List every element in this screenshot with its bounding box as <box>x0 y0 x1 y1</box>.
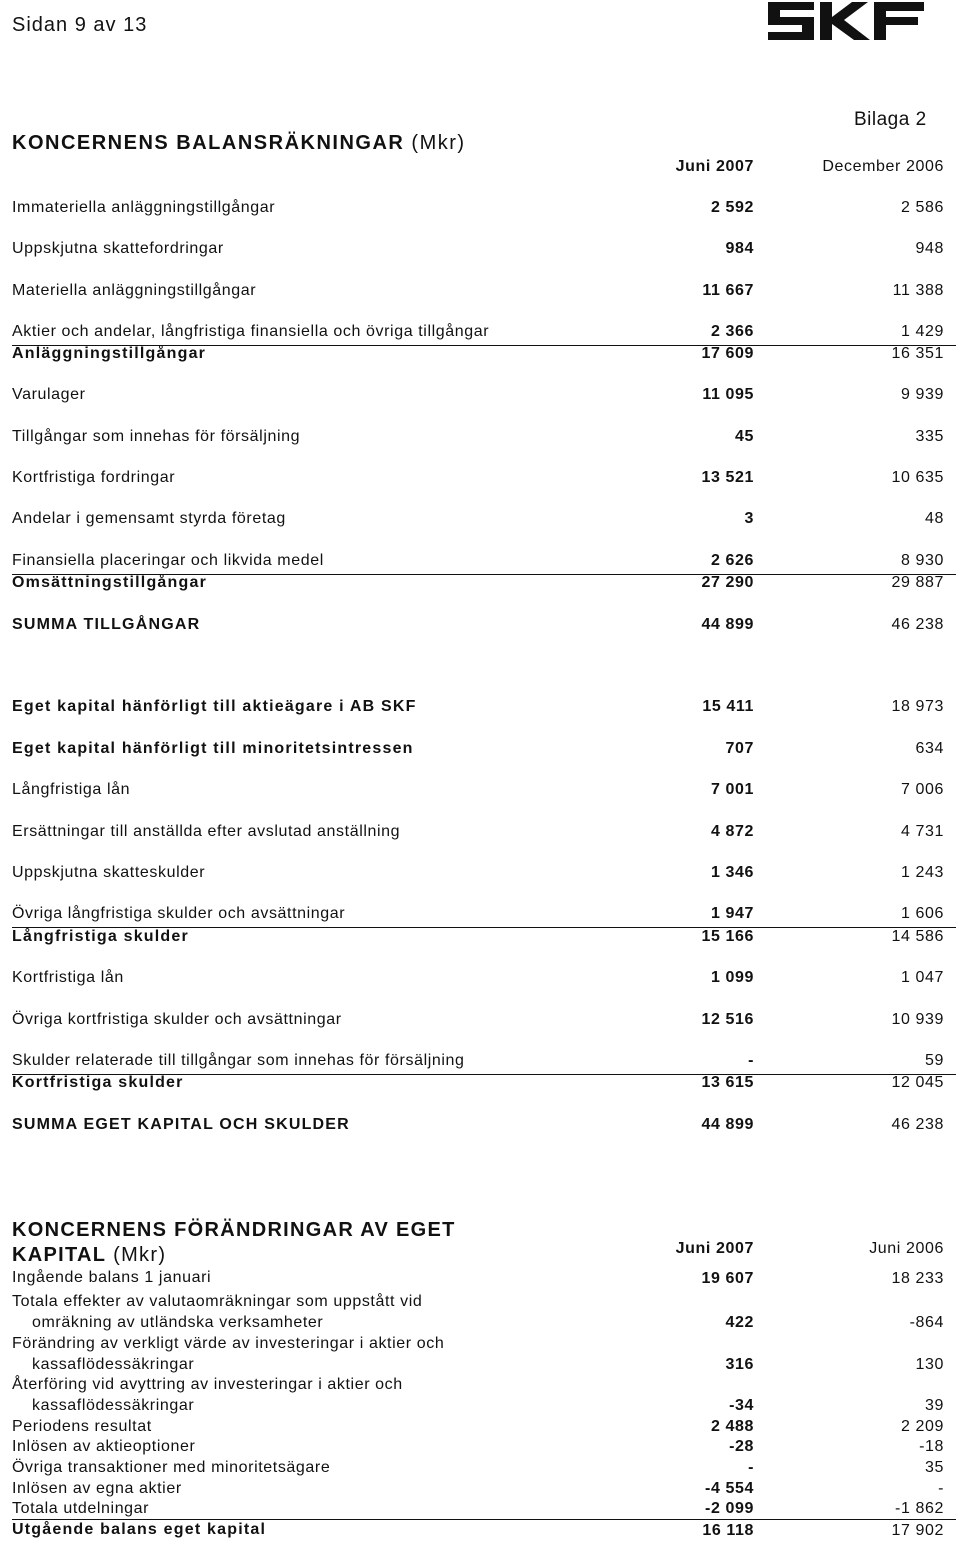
table-row <box>12 1499 956 1519</box>
row-value-prior: 948 <box>915 240 944 257</box>
table-row <box>12 469 956 491</box>
equity-col-header-current: Juni 2007 <box>675 1240 754 1257</box>
row-label: Varulager <box>12 386 86 403</box>
row-value-prior: 10 939 <box>891 1011 944 1028</box>
row-value-current: 15 166 <box>701 928 754 945</box>
row-label-line1: Inlösen av aktieoptioner <box>12 1438 196 1455</box>
table-row <box>12 1334 956 1375</box>
table-row <box>12 1417 956 1437</box>
table-row <box>12 1458 956 1478</box>
table-row <box>12 1520 956 1541</box>
row-value-prior: - <box>938 1479 944 1497</box>
table-row <box>12 905 956 928</box>
row-value-current: - <box>748 1052 754 1069</box>
row-value-current: -4 554 <box>705 1479 754 1497</box>
row-value-current: 13 521 <box>701 469 754 486</box>
row-label-line1: Inlösen av egna aktier <box>12 1480 182 1497</box>
row-value-current: -2 099 <box>705 1499 754 1517</box>
row-label-line1: Ingående balans 1 januari <box>12 1269 212 1286</box>
row-value-current: 12 516 <box>701 1011 754 1028</box>
row-value-prior: 18 973 <box>891 698 944 715</box>
table-row <box>12 1479 956 1499</box>
row-value-current: 1 346 <box>710 864 754 881</box>
balance-col-header-current: Juni 2007 <box>675 158 754 175</box>
row-value-current: 45 <box>735 428 754 445</box>
row-value-prior: 48 <box>925 510 944 527</box>
row-label: Långfristiga skulder <box>12 928 189 945</box>
row-label: Uppskjutna skatteskulder <box>12 864 206 881</box>
row-value-prior: -1 862 <box>895 1499 944 1517</box>
row-value-current: 4 872 <box>710 823 754 840</box>
row-value-current: 2 488 <box>710 1417 754 1435</box>
row-label-line1: Utgående balans eget kapital <box>12 1521 267 1538</box>
row-value-prior: 9 939 <box>900 386 944 403</box>
row-value-prior: 2 586 <box>900 199 944 216</box>
row-label <box>12 1499 149 1520</box>
table-row <box>12 1052 956 1075</box>
table-row <box>12 698 956 720</box>
row-label: Kortfristiga fordringar <box>12 469 176 486</box>
row-label-line1: Totala utdelningar <box>12 1500 150 1517</box>
row-value-current: 2 592 <box>710 199 754 216</box>
row-value-prior: 1 047 <box>900 969 944 986</box>
row-label: Kortfristiga skulder <box>12 1074 184 1091</box>
row-label: Långfristiga lån <box>12 781 131 798</box>
row-value-prior: 2 209 <box>900 1417 944 1435</box>
row-label-line1: Övriga transaktioner med minoritetsägare <box>12 1459 331 1476</box>
table-row <box>12 199 956 221</box>
table-row <box>12 864 956 886</box>
table-row <box>12 969 956 991</box>
row-value-prior: 11 388 <box>892 282 944 299</box>
row-value-prior: 16 351 <box>891 345 944 362</box>
row-value-prior: 10 635 <box>891 469 944 486</box>
row-label-line1: Förändring av verkligt värde av investeringar i aktier och <box>12 1335 445 1352</box>
row-label: Skulder relaterade till tillgångar som innehas för försäljning <box>12 1052 465 1069</box>
row-label: Ersättningar till anställda efter avslutad anställning <box>12 823 401 840</box>
row-value-current: 707 <box>725 740 754 757</box>
skf-logo <box>766 0 926 42</box>
row-value-prior: 7 006 <box>900 781 944 798</box>
row-label <box>12 1479 182 1500</box>
row-value-prior: 12 045 <box>891 1074 944 1091</box>
row-label: Kortfristiga lån <box>12 969 124 986</box>
row-label: Andelar i gemensamt styrda företag <box>12 510 286 527</box>
row-value-current: 16 118 <box>702 1521 754 1539</box>
table-row <box>12 740 956 762</box>
row-value-prior: 18 233 <box>891 1269 944 1287</box>
table-row <box>12 1292 956 1333</box>
row-label-line2: kassaflödessäkringar <box>32 1396 195 1414</box>
row-label: SUMMA EGET KAPITAL OCH SKULDER <box>12 1116 350 1133</box>
row-label: Anläggningstillgångar <box>12 345 207 362</box>
table-row <box>12 1074 956 1096</box>
row-value-current: 13 615 <box>701 1074 754 1091</box>
row-value-prior: 1 606 <box>900 905 944 922</box>
equity-title-unit: (Mkr) <box>113 1244 167 1266</box>
row-value-prior: 8 930 <box>900 552 944 569</box>
table-row <box>12 510 956 532</box>
row-label: Eget kapital hänförligt till minoritetsintressen <box>12 740 414 757</box>
row-value-current: 44 899 <box>701 616 754 633</box>
row-value-current: 7 001 <box>710 781 754 798</box>
row-label: Aktier och andelar, långfristiga finansiella och övriga tillgångar <box>12 323 490 340</box>
balance-col-header-prior: December 2006 <box>822 158 944 175</box>
equity-title-line2: KAPITAL <box>12 1244 107 1266</box>
equity-col-header-prior: Juni 2006 <box>869 1240 944 1257</box>
row-value-prior: 39 <box>925 1396 944 1414</box>
page-number: Sidan 9 av 13 <box>12 14 148 36</box>
row-label <box>12 1292 422 1333</box>
row-value-prior: 1 429 <box>900 323 944 340</box>
table-row <box>12 823 956 845</box>
row-label <box>12 1458 330 1479</box>
row-label: Omsättningstillgångar <box>12 574 207 591</box>
row-value-current: -28 <box>729 1437 754 1455</box>
row-value-current: 11 667 <box>702 282 754 299</box>
row-label <box>12 1437 195 1458</box>
table-row <box>12 928 956 950</box>
row-value-prior: 46 238 <box>891 1116 944 1133</box>
row-value-prior: 29 887 <box>891 574 944 591</box>
total-rule <box>12 1519 956 1520</box>
table-row <box>12 386 956 408</box>
row-value-current: -34 <box>729 1396 754 1414</box>
balance-title-unit: (Mkr) <box>411 132 466 154</box>
row-value-prior: 46 238 <box>891 616 944 633</box>
balance-title <box>12 132 466 155</box>
row-value-prior: 14 586 <box>891 928 944 945</box>
row-label-line1: Totala effekter av valutaomräkningar som uppstått vid <box>12 1293 423 1310</box>
row-label <box>12 1268 211 1289</box>
row-label-line1: Periodens resultat <box>12 1418 152 1435</box>
row-value-current: 27 290 <box>701 574 754 591</box>
row-value-current: 316 <box>725 1355 754 1373</box>
table-row <box>12 616 956 638</box>
row-label <box>12 1417 152 1438</box>
row-label-line2: omräkning av utländska verksamheter <box>32 1313 324 1331</box>
row-value-prior: -864 <box>909 1313 944 1331</box>
row-label: Uppskjutna skattefordringar <box>12 240 224 257</box>
row-label: Övriga kortfristiga skulder och avsättningar <box>12 1011 342 1028</box>
row-value-prior: 35 <box>925 1458 944 1476</box>
row-label: Materiella anläggningstillgångar <box>12 282 257 299</box>
row-value-current: 1 099 <box>710 969 754 986</box>
row-value-current: 11 095 <box>702 386 754 403</box>
row-value-current: 422 <box>725 1313 754 1331</box>
row-value-prior: -18 <box>919 1437 944 1455</box>
equity-title-line1: KONCERNENS FÖRÄNDRINGAR AV EGET <box>12 1219 456 1241</box>
row-value-current: - <box>748 1458 754 1476</box>
row-label: Immateriella anläggningstillgångar <box>12 199 276 216</box>
row-label: Finansiella placeringar och likvida medel <box>12 552 324 569</box>
row-value-prior: 17 902 <box>891 1521 944 1539</box>
row-value-current: 1 947 <box>710 905 754 922</box>
row-value-prior: 4 731 <box>900 823 944 840</box>
row-value-current: 15 411 <box>702 698 754 715</box>
row-value-current: 984 <box>725 240 754 257</box>
row-value-current: 2 626 <box>710 552 754 569</box>
table-row <box>12 1268 956 1289</box>
table-row <box>12 282 956 304</box>
table-row <box>12 781 956 803</box>
table-row <box>12 1011 956 1033</box>
row-label: Tillgångar som innehas för försäljning <box>12 428 301 445</box>
table-row <box>12 1116 956 1138</box>
row-label: Övriga långfristiga skulder och avsättningar <box>12 905 346 922</box>
row-value-prior: 335 <box>915 428 944 445</box>
row-value-current: 19 607 <box>701 1269 754 1287</box>
row-value-prior: 130 <box>915 1355 944 1373</box>
equity-title <box>12 1218 492 1268</box>
row-value-prior: 634 <box>915 740 944 757</box>
row-value-prior: 1 243 <box>900 864 944 881</box>
table-row <box>12 345 956 367</box>
row-value-current: 17 609 <box>701 345 754 362</box>
table-row <box>12 428 956 450</box>
table-row <box>12 1375 956 1416</box>
row-value-current: 3 <box>744 510 754 527</box>
row-label <box>12 1520 266 1541</box>
row-label <box>12 1375 403 1416</box>
table-row <box>12 323 956 346</box>
balance-title-text: KONCERNENS BALANSRÄKNINGAR <box>12 132 405 154</box>
row-value-current: 44 899 <box>701 1116 754 1133</box>
row-label-line1: Återföring vid avyttring av investeringar i aktier och <box>12 1376 403 1393</box>
row-label <box>12 1334 444 1375</box>
appendix-label: Bilaga 2 <box>854 109 927 130</box>
row-value-prior: 59 <box>925 1052 944 1069</box>
table-row <box>12 574 956 596</box>
row-label: SUMMA TILLGÅNGAR <box>12 616 201 633</box>
table-row <box>12 240 956 262</box>
table-row <box>12 552 956 575</box>
row-value-current: 2 366 <box>710 323 754 340</box>
row-label-line2: kassaflödessäkringar <box>32 1355 195 1373</box>
table-row <box>12 1437 956 1457</box>
row-label: Eget kapital hänförligt till aktieägare i AB SKF <box>12 698 417 715</box>
